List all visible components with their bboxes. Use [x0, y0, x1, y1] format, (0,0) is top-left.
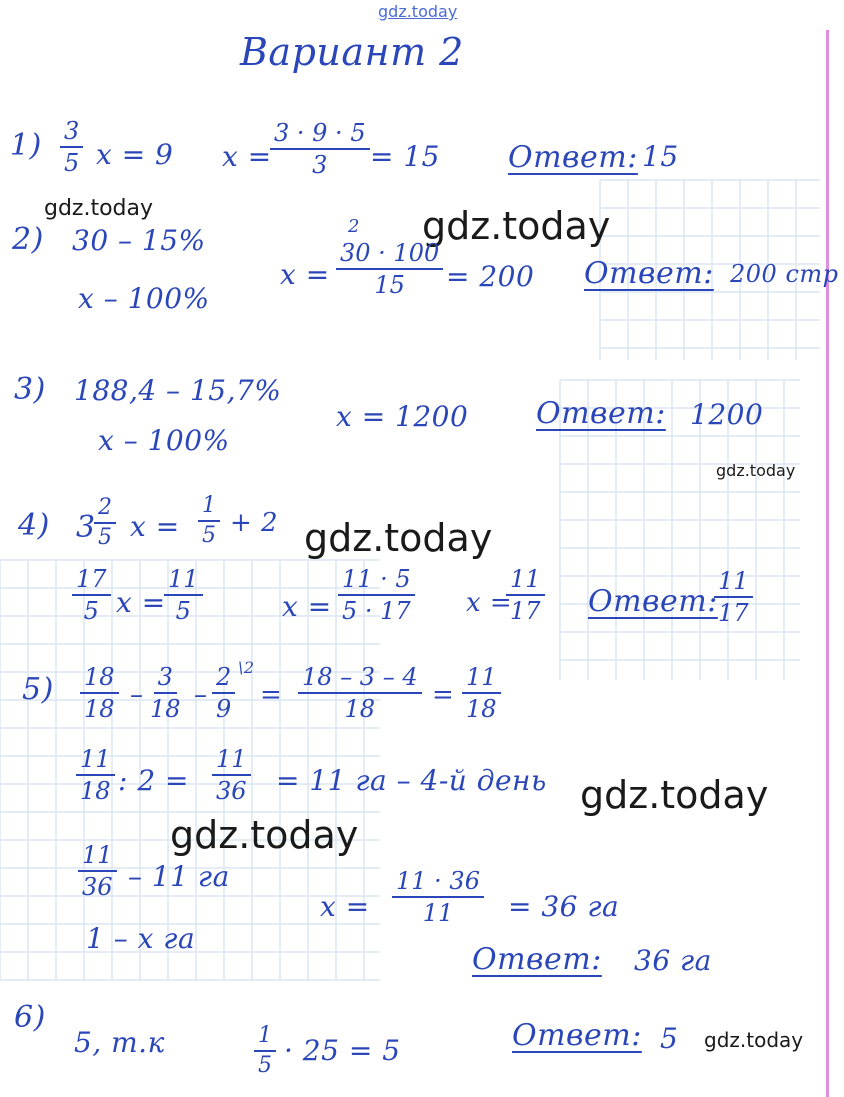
operator: – [130, 680, 144, 710]
watermark: gdz.today [170, 813, 359, 857]
x-equals: x = [222, 140, 272, 173]
answer-value: 200 стр [730, 260, 839, 288]
denominator: 5 [202, 523, 216, 549]
watermark: gdz.today [716, 461, 796, 480]
equation-text: = 11 га – 4-й день [276, 764, 547, 797]
answer-value: 36 га [634, 944, 712, 977]
numerator: 11 [76, 746, 115, 776]
fraction [506, 566, 545, 625]
numerator: 11 [714, 568, 753, 598]
numerator: 11 [78, 842, 117, 872]
denominator: 18 [84, 695, 115, 724]
x-equals: x = [320, 890, 370, 923]
numerator: 3 [60, 118, 83, 148]
watermark: gdz.today [580, 773, 769, 817]
denominator: 5 [258, 1053, 272, 1079]
numerator: 11 · 5 [338, 566, 415, 596]
numerator: 11 [212, 746, 251, 776]
denominator: 17 [510, 597, 541, 626]
numerator: 18 – 3 – 4 [298, 664, 422, 694]
proportion-line: x – 100% [78, 282, 210, 315]
fraction [714, 568, 753, 627]
answer-label: Ответ: [584, 256, 714, 291]
multiplier-note: \2 [238, 658, 255, 677]
fraction [270, 120, 370, 179]
problem-number: 2) [12, 222, 44, 257]
x-equals: x = [282, 590, 332, 623]
page-title: Вариант 2 [240, 30, 464, 74]
fraction [146, 664, 185, 723]
equation-text: x = [116, 586, 166, 619]
denominator: 9 [216, 695, 232, 724]
denominator: 17 [718, 599, 749, 628]
answer-label: Ответ: [512, 1018, 642, 1053]
fraction [80, 664, 119, 723]
problem-number: 3) [14, 372, 46, 407]
answer-label: Ответ: [588, 584, 718, 619]
proportion-line: 188,4 – 15,7% [74, 374, 282, 407]
fraction [94, 496, 116, 550]
cancel-note: 2 [348, 216, 360, 237]
denominator: 5 [175, 597, 191, 626]
watermark: gdz.today [422, 204, 611, 248]
numerator: 2 [212, 664, 235, 694]
denominator: 5 [83, 597, 99, 626]
numerator: 1 [198, 494, 220, 522]
equation-text: 5, т.к [74, 1026, 165, 1059]
fraction [212, 664, 235, 723]
denominator: 18 [80, 777, 111, 806]
equation-text: – 11 га [128, 860, 230, 893]
denominator: 18 [466, 695, 497, 724]
denominator: 5 [98, 525, 112, 551]
numerator: 2 [94, 496, 116, 524]
answer-label: Ответ: [508, 140, 638, 175]
denominator: 5 · 17 [342, 597, 411, 626]
proportion-line: x – 100% [98, 424, 230, 457]
answer-value: 5 [660, 1022, 679, 1055]
equation-text: 1 – x га [86, 922, 196, 955]
fraction [198, 494, 220, 548]
numerator: 11 · 36 [392, 868, 484, 898]
fraction [462, 664, 501, 723]
fraction [298, 664, 422, 723]
fraction [338, 566, 415, 625]
fraction [392, 868, 484, 927]
problem-number: 1) [10, 128, 42, 163]
answer-value: 1200 [690, 398, 764, 431]
problem-number: 5) [22, 672, 54, 707]
numerator: 17 [72, 566, 111, 596]
operator: = [432, 680, 455, 710]
x-equals: x = [280, 258, 330, 291]
fraction [76, 746, 115, 805]
answer-value: 15 [642, 140, 679, 173]
operator: = [260, 680, 283, 710]
answer-label: Ответ: [536, 396, 666, 431]
proportion-line: 30 – 15% [72, 224, 206, 257]
watermark: gdz.today [304, 516, 493, 560]
denominator: 18 [344, 695, 376, 724]
x-equals: x = [466, 588, 513, 618]
answer-label: Ответ: [472, 942, 602, 977]
margin-line [826, 30, 829, 1097]
denominator: 15 [374, 271, 405, 300]
result: = 15 [370, 140, 440, 173]
numerator: 11 [164, 566, 203, 596]
equation-text: x = 9 [96, 138, 174, 171]
numerator: 18 [80, 664, 119, 694]
equation-text: x = [130, 510, 180, 543]
watermark: gdz.today [44, 196, 154, 221]
equation-text: + 2 [230, 508, 279, 538]
denominator: 5 [64, 149, 80, 178]
numerator: 11 [506, 566, 545, 596]
fraction [72, 566, 111, 625]
fraction [164, 566, 203, 625]
denominator: 3 [312, 151, 328, 180]
numerator: 11 [462, 664, 501, 694]
numerator: 3 [154, 664, 177, 694]
numerator: 30 · 100 [336, 240, 443, 270]
fraction [212, 746, 251, 805]
whole-part: 3 [76, 510, 96, 545]
denominator: 36 [216, 777, 247, 806]
problem-number: 6) [14, 1000, 46, 1035]
denominator: 11 [422, 899, 454, 928]
problem-number: 4) [18, 508, 50, 543]
watermark-top: gdz.today [378, 2, 458, 21]
result: = 36 га [508, 890, 620, 923]
result: = 200 [446, 260, 535, 293]
denominator: 36 [82, 873, 113, 902]
watermark: gdz.today [704, 1028, 804, 1052]
operator: – [194, 680, 208, 710]
equation-text: · 25 = 5 [284, 1034, 401, 1067]
numerator: 1 [254, 1024, 276, 1052]
numerator: 3 · 9 · 5 [270, 120, 370, 150]
fraction [78, 842, 117, 901]
fraction [336, 240, 443, 299]
fraction [254, 1024, 276, 1078]
x-equals: x = 1200 [336, 400, 469, 433]
fraction [60, 118, 83, 177]
equation-text: : 2 = [118, 764, 190, 797]
denominator: 18 [150, 695, 181, 724]
